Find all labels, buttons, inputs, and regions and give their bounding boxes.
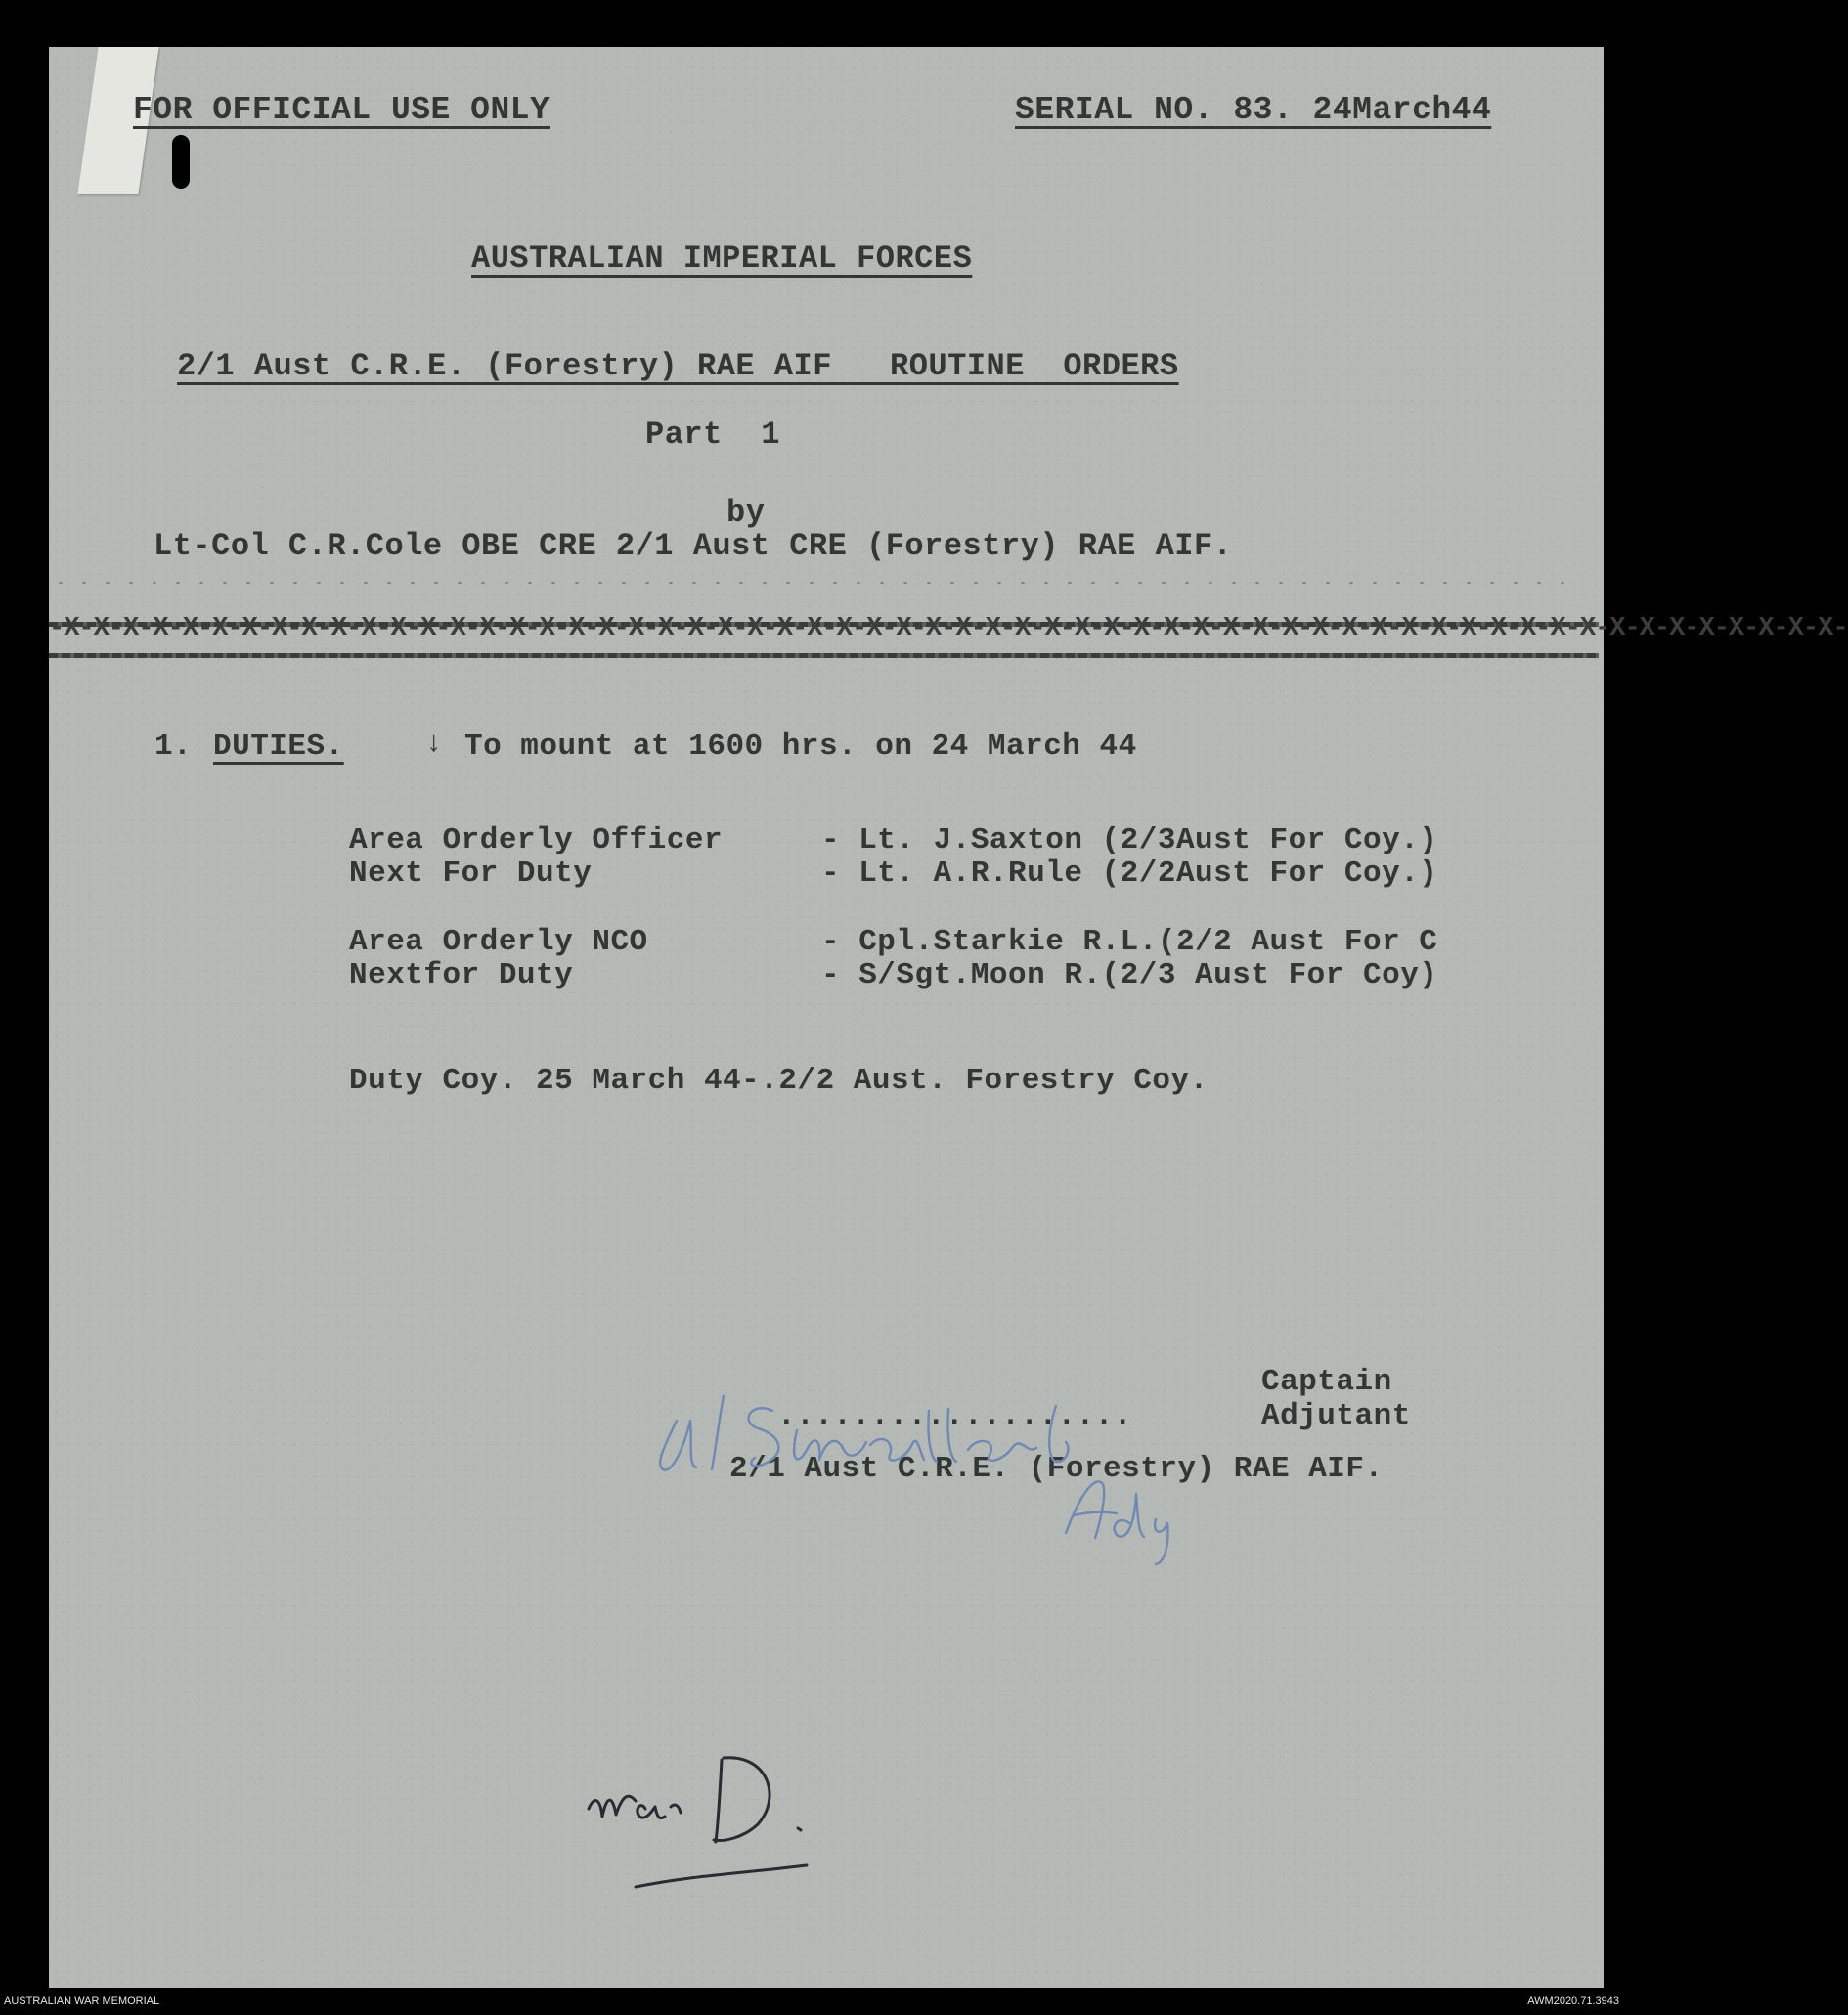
duty-assignee: - S/Sgt.Moon R.(2/3 Aust For Coy) (821, 958, 1438, 992)
duty-assignee: - Lt. J.Saxton (2/3Aust For Coy.) (821, 823, 1438, 857)
issuing-authority: Lt-Col C.R.Cole OBE CRE 2/1 Aust CRE (Forestry) RAE AIF. (154, 528, 1233, 564)
duty-role: Area Orderly Officer (349, 823, 724, 857)
heading-by: by (726, 495, 766, 531)
duty-company-line: Duty Coy. 25 March 44-.2/2 Aust. Forestry Coy. (349, 1064, 1209, 1098)
heading-routine-orders: 2/1 Aust C.R.E. (Forestry) RAE AIF ROUTINE ORDERS (177, 348, 1179, 384)
arrow-mark-icon: ↓ (425, 727, 443, 760)
classification-label: FOR OFFICIAL USE ONLY (133, 92, 550, 128)
signatory-rank: Captain (1261, 1365, 1392, 1399)
signature-dots: ................... (777, 1399, 1132, 1433)
signatory-unit: 2/1 Aust C.R.E. (Forestry) RAE AIF. (729, 1452, 1384, 1486)
separator-x-line: -X-X-X-X-X-X-X-X-X-X-X-X-X-X-X-X-X-X-X-X-X-X-X-X-X-X-X-X-X-X-X-X-X-X-X-X-X-X-X-X-X-X-X-X-X-X-X-X-X-X-X-X-X-X-X-X-X-X-X-X- (49, 614, 1848, 643)
duties-intro: To mount at 1600 hrs. on 24 March 44 (464, 729, 1137, 764)
item-heading-duties: DUTIES. (213, 729, 344, 764)
punch-hole (172, 135, 190, 189)
document-page (49, 47, 1848, 1988)
duty-role: Nextfor Duty (349, 958, 574, 992)
heading-forces: AUSTRALIAN IMPERIAL FORCES (471, 241, 973, 277)
duty-role: Next For Duty (349, 856, 593, 891)
item-number: 1. (154, 729, 193, 764)
serial-number: SERIAL NO. 83. 24March44 (1015, 92, 1492, 128)
dotted-rule (49, 575, 1564, 591)
duty-role: Area Orderly NCO (349, 925, 648, 959)
footer-accession-number: AWM2020.71.3943 (1527, 1995, 1619, 2007)
separator-rule-bottom (49, 653, 1599, 658)
handwritten-note (577, 1719, 900, 1914)
duty-assignee: - Lt. A.R.Rule (2/2Aust For Coy.) (821, 856, 1438, 891)
footer-archive-name: AUSTRALIAN WAR MEMORIAL (4, 1995, 160, 2007)
heading-part: Part 1 (645, 416, 780, 453)
handwritten-initials (1046, 1455, 1242, 1572)
duty-assignee: - Cpl.Starkie R.L.(2/2 Aust For C (821, 925, 1438, 959)
signatory-appointment: Adjutant (1261, 1399, 1411, 1433)
